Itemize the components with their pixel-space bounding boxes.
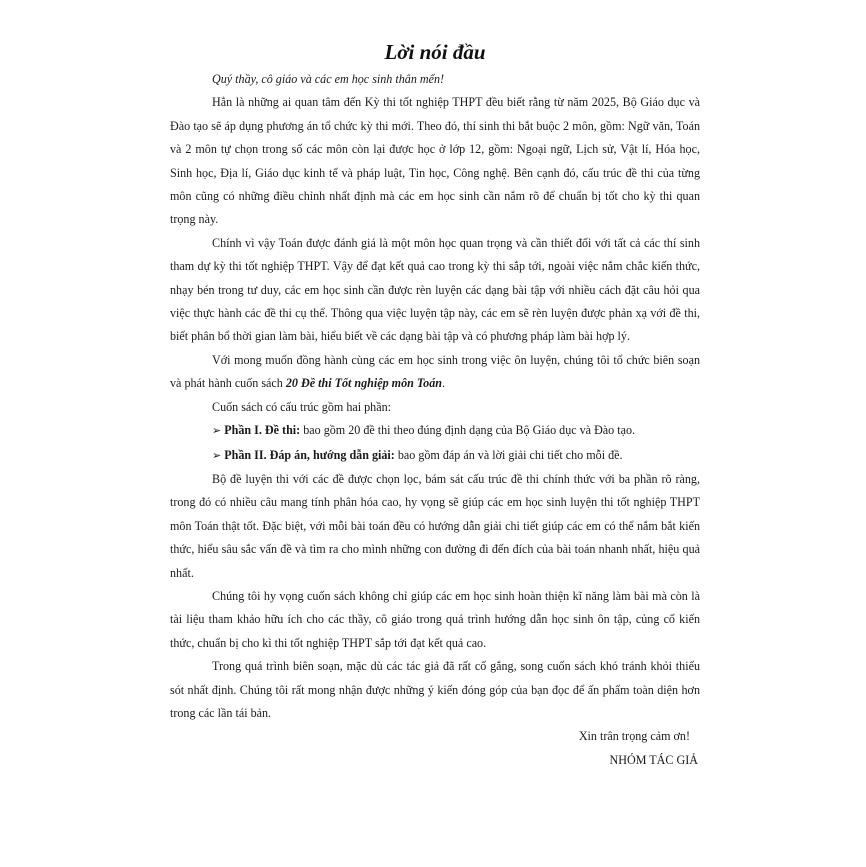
paragraph-3-end: . (442, 376, 446, 391)
paragraph-3-text: Với mong muốn đồng hành cùng các em học sinh trong việc ôn luyện, chúng tôi tổ chức biên soạn và phát hành cuốn sách (170, 352, 700, 391)
bullet-part-2-label: Phần II. Đáp án, hướng dẫn giải: (224, 447, 395, 462)
paragraph-2: Chính vì vậy Toán được đánh giá là một môn học quan trọng và cần thiết đối với tất cả các thí sinh tham dự kỳ thi tốt nghiệp THPT. Vậy để đạt kết quả cao trong kỳ thi sắp tới, ngoài việc nắm chắc kiến thức, nhạy bén trong tư duy, các em học sinh cần được rèn luyện các dạng bài tập với nhiều cách đặt câu hỏi qua việc thực hành các đề thi cụ thể. Thông qua việc luyện tập này, các em sẽ rèn luyện được phản xạ với đề thi, biết phân bổ thời gian làm bài, hiểu biết về các dạng bài tập và có phương pháp làm bài hợp lý. (170, 235, 700, 344)
bullet-part-1 (170, 419, 700, 443)
bullet-part-2 (170, 444, 700, 468)
bullet-part-1-text: bao gồm 20 đề thi theo đúng định dạng của Bộ Giáo dục và Đào tạo. (300, 423, 636, 438)
bullet-part-1-label: Phần I. Đề thi: (224, 423, 301, 438)
book-title: 20 Đề thi Tốt nghiệp môn Toán (285, 376, 442, 391)
closing-line: Xin trân trọng cảm ơn! (578, 729, 690, 744)
preface-page (170, 38, 700, 772)
paragraph-4: Bộ đề luyện thi với các đề được chọn lọc, bám sát cấu trúc đề thi chính thức với ba phần rõ ràng, trong đó có nhiều câu mang tính phân hóa cao, hy vọng sẽ giúp các em học sinh luyện thi tốt nghiệp THPT môn Toán thật tốt. Đặc biệt, với mỗi bài toán đều có hướng dẫn giải chi tiết giúp các em có thể nắm bắt kiến thức, hiểu sâu sắc vấn đề và tìm ra cho mình những con đường đi đến đích của bài toán nhanh nhất, hiệu quả nhất. (170, 471, 700, 580)
paragraph-5: Chúng tôi hy vọng cuốn sách không chỉ giúp các em học sinh hoàn thiện kĩ năng làm bài mà còn là tài liệu tham khảo hữu ích cho các thầy, cô giáo trong quá trình hướng dẫn học sinh ôn tập, củng cố kiến thức, chuẩn bị cho kì thi tốt nghiệp THPT sắp tới đạt kết quả cao. (170, 588, 700, 650)
author-signature: NHÓM TÁC GIẢ (609, 752, 698, 767)
arrow-bullet-icon: ➢ (212, 449, 222, 462)
greeting: Quý thầy, cô giáo và các em học sinh thân mến! (212, 72, 445, 86)
structure-intro: Cuốn sách có cấu trúc gồm hai phần: (212, 399, 392, 414)
page-title: Lời nói đầu (384, 40, 486, 64)
paragraph-1: Hẳn là những ai quan tâm đến Kỳ thi tốt nghiệp THPT đều biết rằng từ năm 2025, Bộ Giáo dục và Đào tạo sẽ áp dụng phương án tổ chức kỳ thi mới. Theo đó, thí sinh thi bắt buộc 2 môn, gồm: Ngữ văn, Toán và 2 môn tự chọn trong số các môn còn lại được học ở lớp 12, gồm: Ngoại ngữ, Lịch sử, Vật lí, Hóa học, Sinh học, Địa lí, Giáo dục kinh tế và pháp luật, Tin học, Công nghệ. Bên cạnh đó, cấu trúc đề thi của từng môn cũng có những điều chỉnh nhất định mà các em học sinh cần nắm rõ để chuẩn bị tốt cho kỳ thi quan trọng này. (170, 95, 700, 227)
arrow-bullet-icon: ➢ (212, 425, 222, 438)
bullet-part-2-text: bao gồm đáp án và lời giải chi tiết cho mỗi đề. (394, 447, 623, 462)
paragraph-3 (170, 349, 700, 396)
paragraph-6: Trong quá trình biên soạn, mặc dù các tác giả đã rất cố gắng, song cuốn sách khó tránh khỏi thiếu sót nhất định. Chúng tôi rất mong nhận được những ý kiến đóng góp của bạn đọc để ấn phẩm toàn diện hơn trong các lần tái bản. (170, 659, 700, 720)
